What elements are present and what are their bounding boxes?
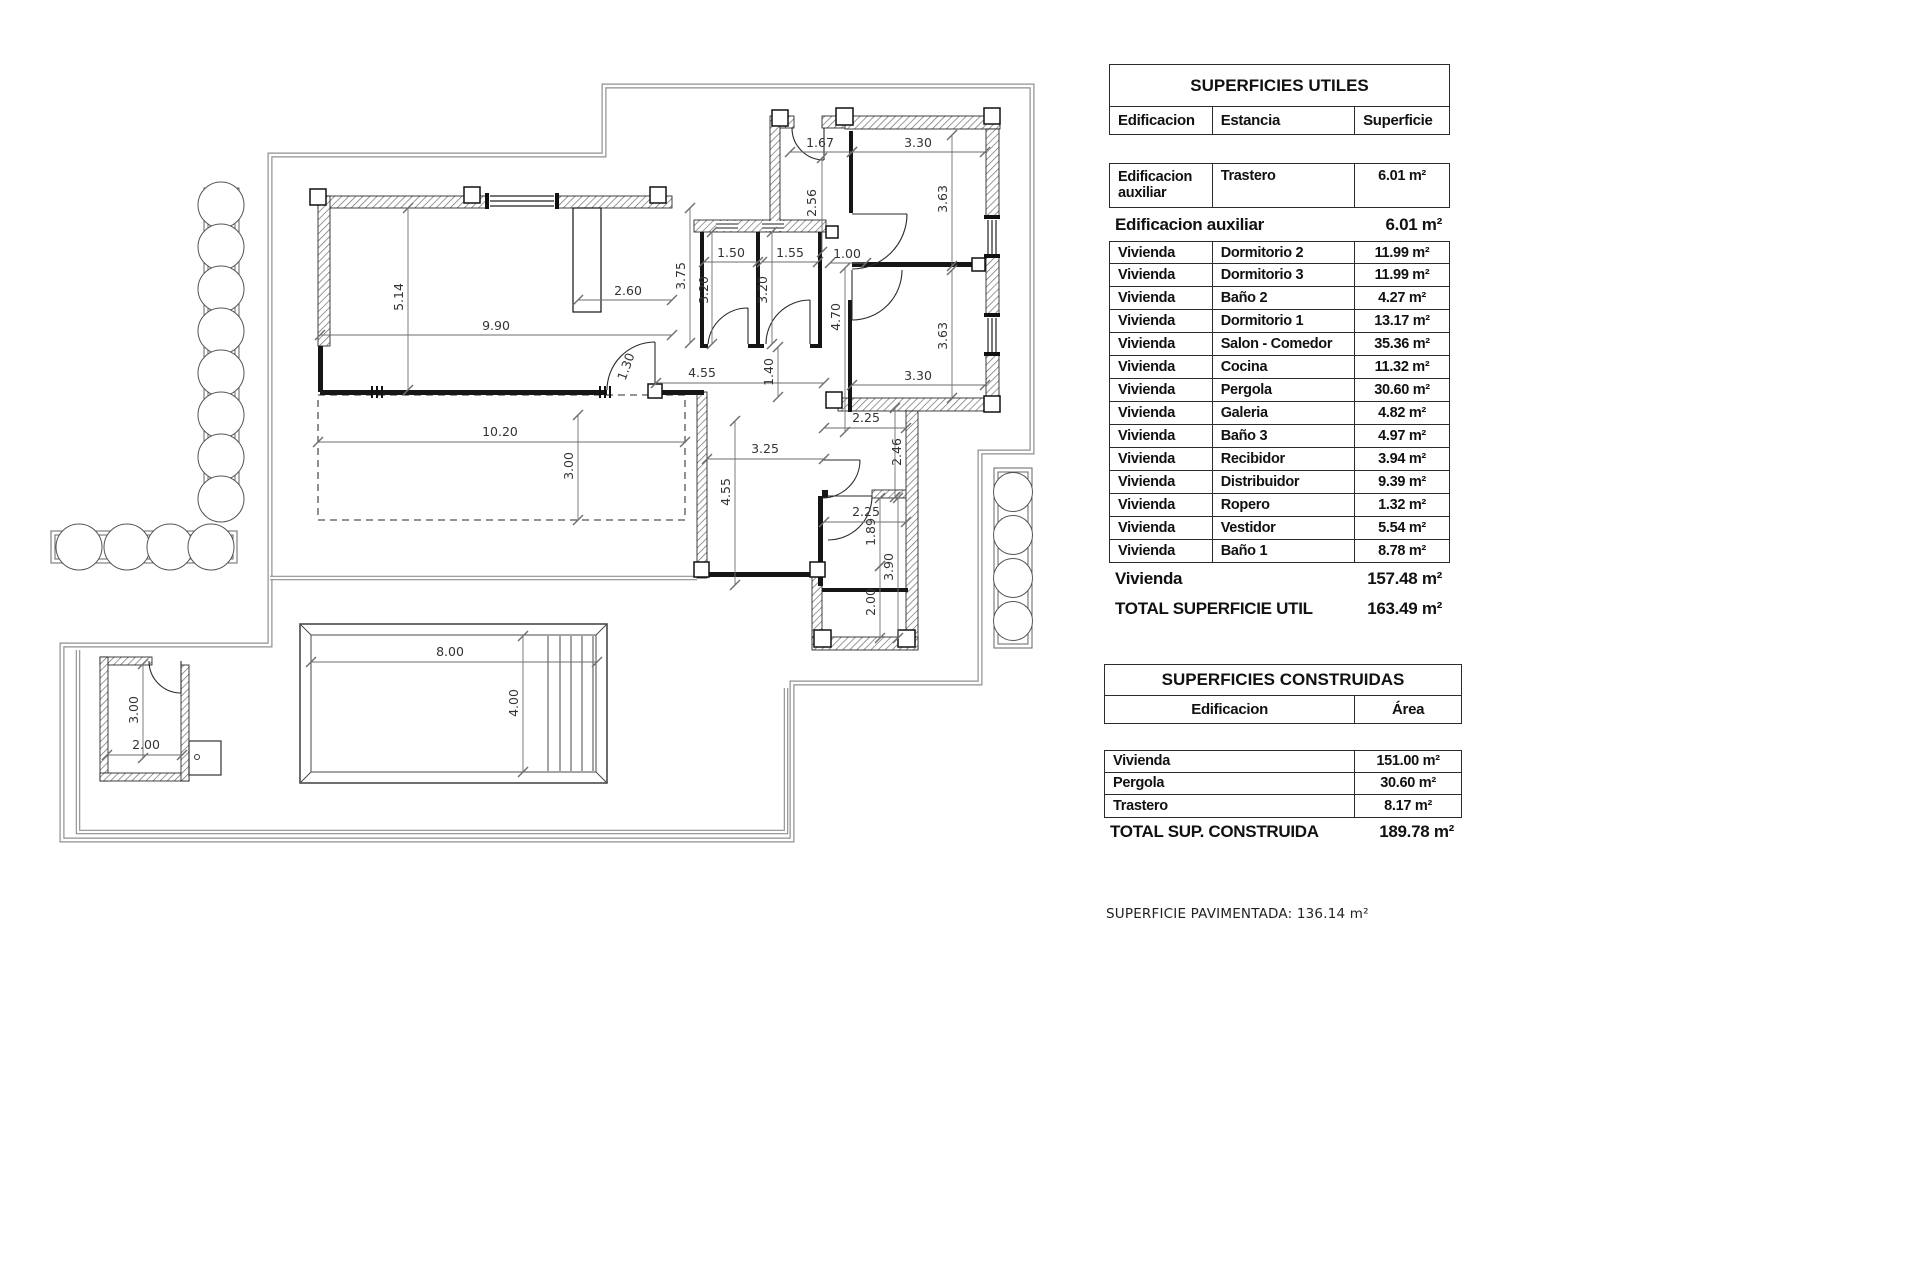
subtotal-vivienda-label: Vivienda <box>1115 568 1183 588</box>
dimension-label: 2.46 <box>889 438 904 466</box>
cell-estancia: Ropero <box>1212 494 1354 516</box>
cell-estancia: Cocina <box>1212 356 1354 378</box>
dimension-label: 9.90 <box>482 318 510 333</box>
table-construidas-rows <box>1104 750 1462 818</box>
tree-icon <box>198 266 244 312</box>
table-utiles-rows <box>1109 241 1450 563</box>
column-header-edificacion-2: Edificacion <box>1191 701 1268 718</box>
subtotal-aux-row <box>1109 208 1450 241</box>
cell-superficie: 11.32 m² <box>1354 356 1449 378</box>
table-row <box>1104 795 1462 818</box>
cell-superficie: 4.27 m² <box>1354 287 1449 309</box>
dimension-label: 1.50 <box>717 245 745 260</box>
subtotal-aux-value: 6.01 m² <box>1385 214 1442 234</box>
total-util-label: TOTAL SUPERFICIE UTIL <box>1115 599 1313 618</box>
cell-superficie: 9.39 m² <box>1354 471 1449 493</box>
tree-icon <box>994 559 1033 598</box>
table-superficies-utiles <box>1109 64 1450 624</box>
dimension-label: 1.30 <box>613 350 638 383</box>
window-right-2 <box>984 313 1000 356</box>
total-construida-value: 189.78 m² <box>1379 821 1454 841</box>
dimension-label: 10.20 <box>482 424 518 439</box>
cell-edificacion: Vivienda <box>1118 382 1175 398</box>
window-living-top <box>485 193 559 209</box>
cell-estancia: Vestidor <box>1212 517 1354 539</box>
cell-edificacion: Vivienda <box>1118 497 1175 513</box>
pillar <box>810 562 825 577</box>
table-row <box>1109 356 1450 379</box>
cell-estancia: Dormitorio 3 <box>1212 264 1354 286</box>
cell-estancia: Baño 1 <box>1212 540 1354 562</box>
total-util-row <box>1109 594 1450 624</box>
total-construida-row <box>1104 818 1462 846</box>
table-row <box>1104 773 1462 796</box>
cell-estancia: Salon - Comedor <box>1212 333 1354 355</box>
cell-edificacion: Pergola <box>1113 775 1165 792</box>
dimension-label: 1.40 <box>761 358 776 386</box>
dimension-label: 4.00 <box>506 689 521 717</box>
tree-icon <box>198 308 244 354</box>
column-header-area: Área <box>1354 696 1461 723</box>
window-right-1 <box>984 215 1000 258</box>
cell-edificacion: Vivienda <box>1113 753 1170 770</box>
table-row <box>1109 402 1450 425</box>
dimension-label: 1.00 <box>833 246 861 261</box>
pillar <box>464 187 480 203</box>
table-row <box>1104 750 1462 773</box>
cell-superficie: 4.97 m² <box>1354 425 1449 447</box>
cell-estancia: Baño 3 <box>1212 425 1354 447</box>
pillar <box>648 384 662 398</box>
cell-superficie: 1.32 m² <box>1354 494 1449 516</box>
cell-superficie: 4.82 m² <box>1354 402 1449 424</box>
dimension-label: 2.00 <box>132 737 160 752</box>
cell-superficie: 11.99 m² <box>1354 264 1449 286</box>
pillar <box>826 392 842 408</box>
dimension-label: 2.25 <box>852 504 880 519</box>
tree-icon <box>994 516 1033 555</box>
tree-icon <box>198 476 244 522</box>
cell-superficie: 6.01 m² <box>1354 164 1449 207</box>
cell-edificacion: Vivienda <box>1118 244 1175 261</box>
cell-edificacion: Vivienda <box>1118 543 1175 559</box>
cell-estancia: Recibidor <box>1212 448 1354 470</box>
pillar <box>984 396 1000 412</box>
dimension-label: 1.67 <box>806 135 834 150</box>
table-row <box>1109 379 1450 402</box>
dimension-label: 4.55 <box>688 365 716 380</box>
cell-edificacion: Vivienda <box>1118 451 1175 467</box>
cell-edificacion: Vivienda <box>1118 336 1175 352</box>
dimension-label: 3.63 <box>935 185 950 213</box>
pergola-outline <box>318 395 685 520</box>
table-row <box>1109 471 1450 494</box>
total-construida-label: TOTAL SUP. CONSTRUIDA <box>1110 821 1319 841</box>
cell-edificacion: Vivienda <box>1118 267 1175 283</box>
pillar <box>972 258 985 271</box>
cell-edificacion: Vivienda <box>1118 428 1175 444</box>
pillar <box>814 630 831 647</box>
cell-edificacion: Vivienda <box>1118 520 1175 536</box>
tree-icon <box>994 602 1033 641</box>
table-row <box>1109 241 1450 264</box>
tree-icon <box>198 434 244 480</box>
table-superficies-construidas <box>1104 664 1462 846</box>
dimension-label: 3.63 <box>935 322 950 350</box>
dimension-label: 3.75 <box>673 262 688 290</box>
tree-icon <box>198 182 244 228</box>
tree-icon <box>198 392 244 438</box>
dimension-label: 3.20 <box>696 276 711 304</box>
cell-estancia: Dormitorio 2 <box>1212 242 1354 263</box>
cell-superficie: 35.36 m² <box>1354 333 1449 355</box>
pillar <box>650 187 666 203</box>
dimension-label: 4.55 <box>718 478 733 506</box>
pillar <box>898 630 915 647</box>
cell-area: 30.60 m² <box>1354 773 1461 795</box>
cell-edificacion: Vivienda <box>1118 359 1175 375</box>
cell-edificacion: Vivienda <box>1118 313 1175 329</box>
pillar <box>310 189 326 205</box>
cell-edificacion: Edificacion auxiliar <box>1118 169 1193 201</box>
cell-estancia: Galeria <box>1212 402 1354 424</box>
tree-icon <box>188 524 234 570</box>
dimension-label: 3.00 <box>126 696 141 724</box>
cell-superficie: 30.60 m² <box>1354 379 1449 401</box>
cell-superficie: 11.99 m² <box>1354 242 1449 263</box>
dimension-label: 3.00 <box>561 452 576 480</box>
cell-estancia: Pergola <box>1212 379 1354 401</box>
dimension-label: 2.56 <box>804 189 819 217</box>
subtotal-vivienda-row <box>1109 563 1450 594</box>
cell-edificacion: Vivienda <box>1118 290 1175 306</box>
column-header-edificacion: Edificacion <box>1118 112 1195 129</box>
cell-area: 8.17 m² <box>1354 795 1461 817</box>
cell-area: 151.00 m² <box>1354 751 1461 772</box>
table-row <box>1109 310 1450 333</box>
cell-edificacion: Vivienda <box>1118 405 1175 421</box>
dimension-label: 3.90 <box>881 553 896 581</box>
cell-edificacion: Vivienda <box>1118 474 1175 490</box>
column-header-superficie: Superficie <box>1354 107 1449 134</box>
cell-edificacion: Trastero <box>1113 797 1168 814</box>
table-row <box>1109 540 1450 563</box>
dimension-label: 4.70 <box>828 303 843 331</box>
dimension-label: 1.55 <box>776 245 804 260</box>
pillar <box>772 110 788 126</box>
cell-estancia: Dormitorio 1 <box>1212 310 1354 332</box>
tree-icon <box>147 524 193 570</box>
tree-icon <box>198 224 244 270</box>
pillar <box>826 226 838 238</box>
dimension-label: 3.25 <box>751 441 779 456</box>
table-row <box>1109 287 1450 310</box>
doors <box>149 128 907 693</box>
table-row <box>1109 264 1450 287</box>
cell-estancia: Trastero <box>1212 164 1354 207</box>
tree-icon <box>198 350 244 396</box>
pillar <box>694 562 709 577</box>
table-row <box>1109 448 1450 471</box>
table-row <box>1109 425 1450 448</box>
tree-icon <box>56 524 102 570</box>
dimension-label: 3.30 <box>904 368 932 383</box>
subtotal-aux-label: Edificacion auxiliar <box>1115 214 1264 234</box>
table-construidas-title: SUPERFICIES CONSTRUIDAS <box>1104 664 1462 696</box>
table-row <box>1109 517 1450 540</box>
dimension-label: 2.25 <box>852 410 880 425</box>
dimension-label: 8.00 <box>436 644 464 659</box>
pillar <box>984 108 1000 124</box>
dimension-label: 3.20 <box>755 276 770 304</box>
dimension-label: 2.00 <box>863 588 878 616</box>
trastero-attachment <box>189 741 221 775</box>
dimension-label: 2.60 <box>614 283 642 298</box>
dimension-label: 3.30 <box>904 135 932 150</box>
cell-superficie: 13.17 m² <box>1354 310 1449 332</box>
table-row <box>1109 494 1450 517</box>
table-utiles-title: SUPERFICIES UTILES <box>1109 64 1450 107</box>
pavement-area-note: SUPERFICIE PAVIMENTADA: 136.14 m² <box>1106 906 1369 922</box>
cell-estancia: Distribuidor <box>1212 471 1354 493</box>
cell-estancia: Baño 2 <box>1212 287 1354 309</box>
cell-superficie: 5.54 m² <box>1354 517 1449 539</box>
tree-icon <box>104 524 150 570</box>
total-util-value: 163.49 m² <box>1367 599 1442 618</box>
pillar <box>836 108 853 125</box>
table-row-aux <box>1109 163 1450 208</box>
cell-superficie: 8.78 m² <box>1354 540 1449 562</box>
subtotal-vivienda-value: 157.48 m² <box>1367 568 1442 588</box>
column-header-estancia: Estancia <box>1212 107 1354 134</box>
cell-superficie: 3.94 m² <box>1354 448 1449 470</box>
dimension-label: 1.89 <box>863 518 878 546</box>
tree-icon <box>994 473 1033 512</box>
table-row <box>1109 333 1450 356</box>
dimension-label: 5.14 <box>391 283 406 311</box>
